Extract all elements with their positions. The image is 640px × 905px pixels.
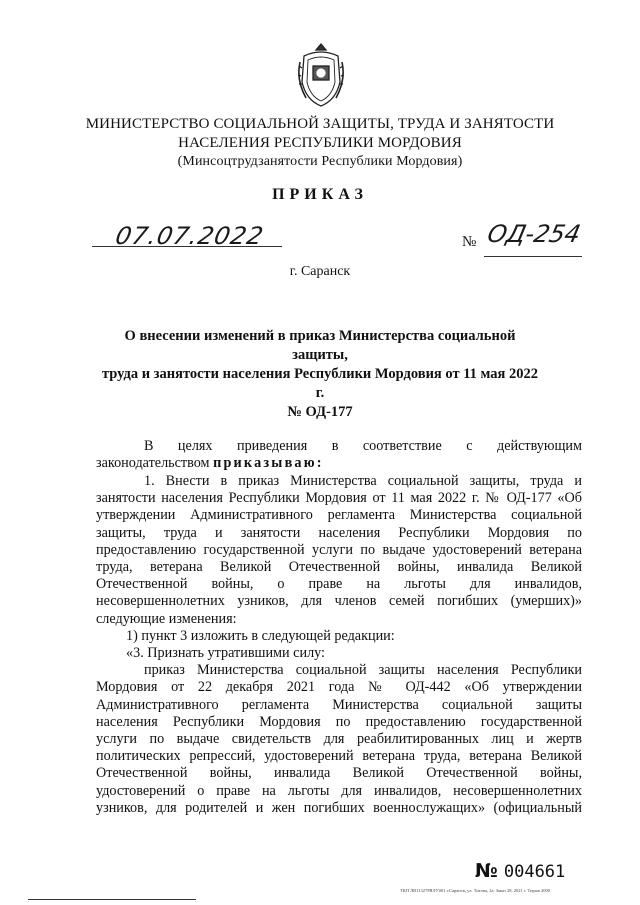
subject-line: труда и занятости населения Республики Мордовия от 11 мая 2022 г. xyxy=(101,366,539,401)
ministry-name-line1: МИНИСТЕРСТВО СОЦИАЛЬНОЙ ЗАЩИТЫ, ТРУДА И ЗАНЯТОСТИ xyxy=(85,116,555,132)
serial-sign: № xyxy=(475,860,498,882)
text-line xyxy=(96,455,582,472)
text-line: Отечественной войны, инвалида Великой Отечественной войны, xyxy=(96,765,582,782)
text-line: услуги по выдаче свидетельств для реабилитированных лиц и жертв xyxy=(96,731,582,748)
keyword-prikazyvayu: приказываю: xyxy=(213,455,324,472)
text-line: занятости населения Республики Мордовия от 11 мая 2022 г. № ОД-177 «Об xyxy=(96,490,582,507)
text-line: приказ Министерства социальной защиты населения Республики xyxy=(144,662,582,679)
text-line: Административного регламента Министерства социальной защиты xyxy=(96,696,582,713)
preamble xyxy=(96,438,582,472)
text-line: утверждении Административного регламента Министерства социальной xyxy=(96,507,582,524)
footer-rule xyxy=(28,899,196,900)
order-date: 07.07.2022 xyxy=(113,222,267,250)
text-line: 1. Внести в приказ Министерства социальной защиты, труда и xyxy=(144,473,582,489)
subject-line: О внесении изменений в приказ Министерства социальной защиты, xyxy=(124,328,516,363)
ministry-name-line2: НАСЕЛЕНИЯ РЕСПУБЛИКИ МОРДОВИЯ xyxy=(178,135,462,151)
text-line: Мордовия от 22 декабря 2021 года № ОД-442 «Об утверждении xyxy=(96,679,582,696)
text-fragment: законодательством xyxy=(96,455,210,472)
ministry-short-name: (Минсоцтрудзанятости Республики Мордовия) xyxy=(177,154,463,169)
text-line: узников, для родителей и жен погибших военнослужащих» (официальный xyxy=(96,799,582,816)
text-line: несовершеннолетних узников, для членов семей погибших (умерших)» xyxy=(96,593,582,610)
text-line: «3. Признать утратившими силу: xyxy=(126,645,325,662)
text-line: предоставлению государственной услуги по выдаче удостоверений ветерана xyxy=(96,541,582,558)
text-line: следующие изменения: xyxy=(96,610,237,627)
order-subject xyxy=(100,327,540,422)
subject-line: № ОД-177 xyxy=(287,404,353,420)
text-line: удостоверений о праве на льготы для инвалидов, несовершеннолетних xyxy=(96,782,582,799)
number-underline xyxy=(484,256,582,257)
text-line: защиты, труда и занятости населения Республики Мордовия по xyxy=(96,524,582,541)
text-line: В целях приведения в соответствие с действующим xyxy=(144,438,582,454)
text-line: 1) пункт 3 изложить в следующей редакции: xyxy=(126,627,395,644)
serial-value: 004661 xyxy=(503,862,566,882)
text-line: труда, ветерана Великой Отечественной войны, инвалида Великой xyxy=(96,559,582,576)
text-line: населения Республики Мордовия по предоставлению государственной xyxy=(96,713,582,730)
text-line: Отечественной войны, о праве на льготы для инвалидов, xyxy=(96,576,582,593)
number-sign: № xyxy=(462,234,477,250)
coat-of-arms-icon xyxy=(296,42,346,108)
printer-imprint: ТКП ЛВ11327РЯЛУ001 г.Саранск, ул. Титова, 2а. Заказ 28, 2021 г. Тираж 2000 xyxy=(400,888,550,893)
item-1 xyxy=(96,473,582,817)
order-title: ПРИКАЗ xyxy=(272,186,368,203)
order-number: ОД-254 xyxy=(485,220,584,248)
form-serial-number xyxy=(475,860,565,882)
city: г. Саранск xyxy=(289,264,351,279)
text-line: политических репрессий, удостоверений ветерана труда, ветерана Великой xyxy=(96,748,582,765)
